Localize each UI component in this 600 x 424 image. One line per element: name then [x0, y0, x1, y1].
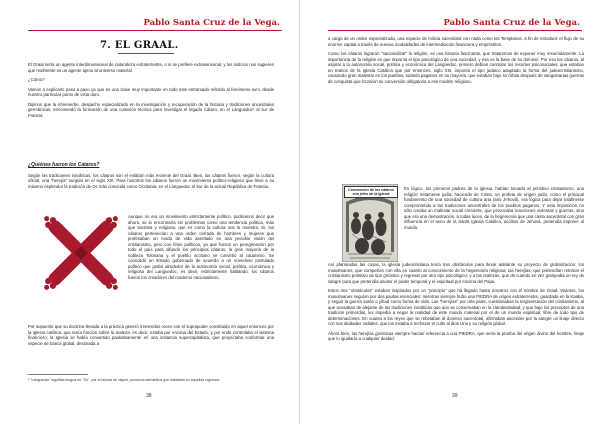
paragraph: a cargo de un orden especializada, una especie de milicia sacerdotal con nada como los Templarios, a fin de introducir el flujo de su enorme capital a través de nuevas modalidades de intermediación financiera y empréstitos. — [328, 36, 584, 47]
paragraph: Ahora bien, las herejías gnósticas siempre hacían referencia a una PIEDRA, que sería la prueba del origen divino del hombre, linaje que lo igualaría a cualquier deidad. — [328, 330, 584, 341]
paragraph: Como los cátaros lograron "nacionalizar" la religión, es una historia fascinante, que trataremos de exponer muy resumidamente. La importancia de la religión es que imponía el tipo psicológico de una sociedad, y esa es la base de su dominio. Por eso los cátaros, al aspirar a la autonomía social, política y económica del Languedoc, primero debían controlar los resortes psicosociales, que estaban en manos de la Iglesia Católica que por entonces, siglo XIII, imponía el tipo judaico adaptado la forma del judeocristianismo, causando gran malestar en los pueblos, todavía paganos en su mayoría, que estaban bajo su órbita después de sanguinarias guerras de conquista que forzaron su conversión obligatoria a ese modelo religioso. — [328, 51, 584, 84]
header-rule-right — [328, 30, 582, 31]
paragraph: Vamos a explicarlo paso a paso ya que es una clave muy importante en todo este entramado referido al fenómeno ovni, desde nuestro particular punto de vista duro. — [28, 86, 274, 97]
running-header-right: Pablo Santa Cruz de la Vega. — [443, 18, 580, 28]
page-number-left: 38 — [146, 393, 152, 399]
section-subtitle: ¿Quiénes fueron los Cátaros? — [28, 162, 100, 168]
paragraph: Estos tres "obstáculos" estaban inspirados por un "principio" que ha llegado hasta nosotros con el nombre de Graal. Veamos, los musulmanes seguían por dos pautas esenciales: mientras siempre hubo una PIEDRA de origen extraterrestre, guardada en la Kaaba, y seguir la guerra santa o yihad como forma de vida. Las "herejías" por otra parte, cuestionaban la tergiversación del cristianismo, al que acusaban de alejarse de las tradiciones iniciáticas que aún se conservaban en la clandestinidad, y que bajo los preceptos de una tradición primordial, les impedía a negar la realidad de este mundo material por el de un mundo espiritual, libre de todo tipo de determinaciones. En cuanto a los reyes que se rebelaban al dominio sacerdotal, afirmaban ascender por la sangre un linaje directo con sus deidades radiales, que los instaba a rechazar el culto al dios Uno y su religión global. — [328, 288, 584, 326]
occitan-cross-image — [42, 214, 120, 292]
right-bottom-text — [328, 262, 584, 346]
paragraph: ¿Cómo? — [28, 77, 45, 82]
intro-text — [28, 62, 274, 122]
wrap-text-cross — [128, 214, 274, 284]
paragraph: Según las tradiciones iniciáticas, los cátaros son el eslabón más reciente del Graal. Bien, los cátaros fueron, según la cultura oficial, una "herejía" surgida en el siglo XIII. Para nosotros los cátaros fueron un movimiento político-religioso que llevó a su máximo esplendor la tradición de Oc más conocida como Occitania, en el Languedoc al Sur de la actual República de Francia. — [28, 172, 274, 189]
footnote-rule — [28, 374, 88, 375]
paragraph: Así planteadas las cosas, la iglesia judeocristiana tenía tres obstáculos para llevar adelante su proyecto de globalización: los musulmanes, que competían con ella en cuanto al conocimiento de la hegemonía religiosa; las herejías, que pretendían retomar el cristianismo primitivo de tipo gnóstico y regresar por otro tipo psicológico; y a las realezas, que de cuando en vez granjeaba un rey de sangre pura que pretendía asumir el poder temporal y el espiritual por encima del Papa. — [328, 262, 584, 284]
chapter-title-underline — [118, 53, 174, 54]
paragraph: Es lógico, los primeros padres de la iglesia, habían tomado al primitivo cristianismo, una religión netamente judía, haciendo de Cristo, un profeta de origen judío, como el principal fundamento de una sociedad de cultura aria (ario Jehová), era lógica para dejar totalmente comprometido a las tradiciones ancestrales de los pueblos paganos. Y esta imposición no sólo creaba un malestar social creciente, que provocaba reacciones violentas y guerras, sino que era una demostración, a todas luces, de la hegemonía que una casta sacerdotal con gran influencia en el seno de la Santa Iglesia Católica, acólitos de Jehová, pretendía imponer al mundo. — [404, 186, 584, 230]
cathars-section — [28, 163, 274, 193]
page-number-right: 39 — [452, 393, 458, 399]
header-rule-left — [28, 30, 282, 31]
footnote: ¹ "Languedoc" significa lengua de "Oc", por el idioma de raquíe, provincia semántica que hablaban en aquellas regiones. — [28, 378, 220, 382]
wrap-text-image — [404, 186, 584, 234]
bottom-text — [28, 324, 274, 350]
image-caption: Convención de los cátaros con jefes de la Iglesia — [344, 186, 398, 198]
paragraph: Aunque no era un movimiento estrictamente político, podríamos decir que ahora, se lo encontraría sin problemas como una tendencia política, más que sectaria y religiosa, que es como la cultura nos lo muestra. Si, los cátaros pertenecían a una orden cerrada de hombres y mujeres que profesaban un modo de vida asentado en una peculiar visión del cristianismo, pero con fines políticos, ya que fueron un peregrinación por todo el país para difundir los principios cátaros, la gran mayoría de la nobleza Tolosana y el pueblo occitano se convirtió al catarismo. Se consolidó un Estado gobernado de acuerdo a un novedoso postulado político que grabó alrededor de la autonomía social, política, económica y religiosa del Languedoc, es decir, estrictamente hablando, los cátaros fueron los creadores del moderno nacionalismo. — [128, 214, 274, 280]
right-top-text — [328, 36, 584, 88]
paragraph: Dijimos que la Ahnenerbe, despacho especializado en la investigación y recuperación de la historia y tradiciones ancestrales germánicas, encomendó la formación de una comisión técnica para investigar el legado Cátaro, en el Languedoc¹ al sur de Francia. — [28, 101, 274, 118]
paragraph: El Graal sería un agente interdimensional de naturaleza extraterrestre, o si se prefiere extrasensorial, y los indicios nos sugieren que realmente es un agente ajeno al universo material. — [28, 62, 274, 73]
running-header-left: Pablo Santa Cruz de la Vega. — [143, 18, 280, 28]
chapter-title: 7. EL GRAAL. — [100, 40, 179, 51]
paragraph: Por supuesto que su doctrina llevada a la práctica generó tremendos roces con el suprapoder constituido en aquel entonces por la iglesia católica, que tenía función sobre la realeza, es decir, estaba por encima del Estado, y por ende controlaba el sistema financiero; la Iglesia se había convertido paulatinamente en una instancia supercapitalista, que proyectaba conformar una especie de banca global, destinada a — [28, 324, 274, 346]
